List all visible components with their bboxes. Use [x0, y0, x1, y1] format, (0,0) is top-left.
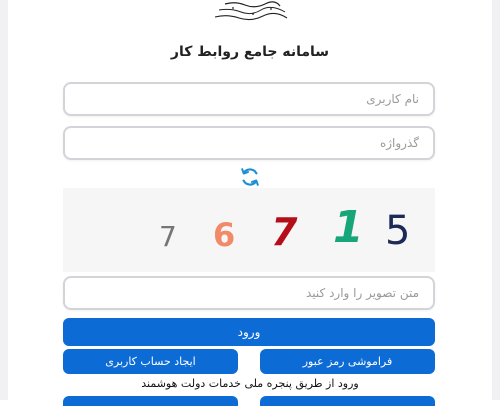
captcha-digit: 7: [271, 210, 298, 254]
password-input[interactable]: [63, 126, 435, 160]
forgot-password-button[interactable]: فراموشی رمز عبور: [260, 349, 435, 374]
register-button[interactable]: ایجاد حساب کاربری: [63, 349, 238, 374]
captcha-digit: 1: [333, 202, 364, 253]
page-title: سامانه جامع روابط کار: [170, 44, 330, 60]
gov-login-text: ورود از طریق پنجره ملی خدمات دولت هوشمند: [141, 377, 359, 390]
login-button[interactable]: ورود: [63, 318, 435, 346]
ministry-logo: [205, 0, 295, 24]
captcha-digit: 7: [159, 220, 177, 253]
gov-login-button-right[interactable]: [260, 396, 435, 406]
captcha-digit: 6: [213, 216, 236, 254]
frame-right-edge: [492, 0, 500, 400]
captcha-digit: 5: [385, 208, 411, 254]
captcha-image: [63, 188, 435, 272]
gov-login-button-left[interactable]: [63, 396, 238, 406]
refresh-icon[interactable]: [239, 166, 261, 188]
frame-left-edge: [0, 0, 8, 400]
captcha-input[interactable]: [63, 276, 435, 310]
username-input[interactable]: [63, 82, 435, 116]
